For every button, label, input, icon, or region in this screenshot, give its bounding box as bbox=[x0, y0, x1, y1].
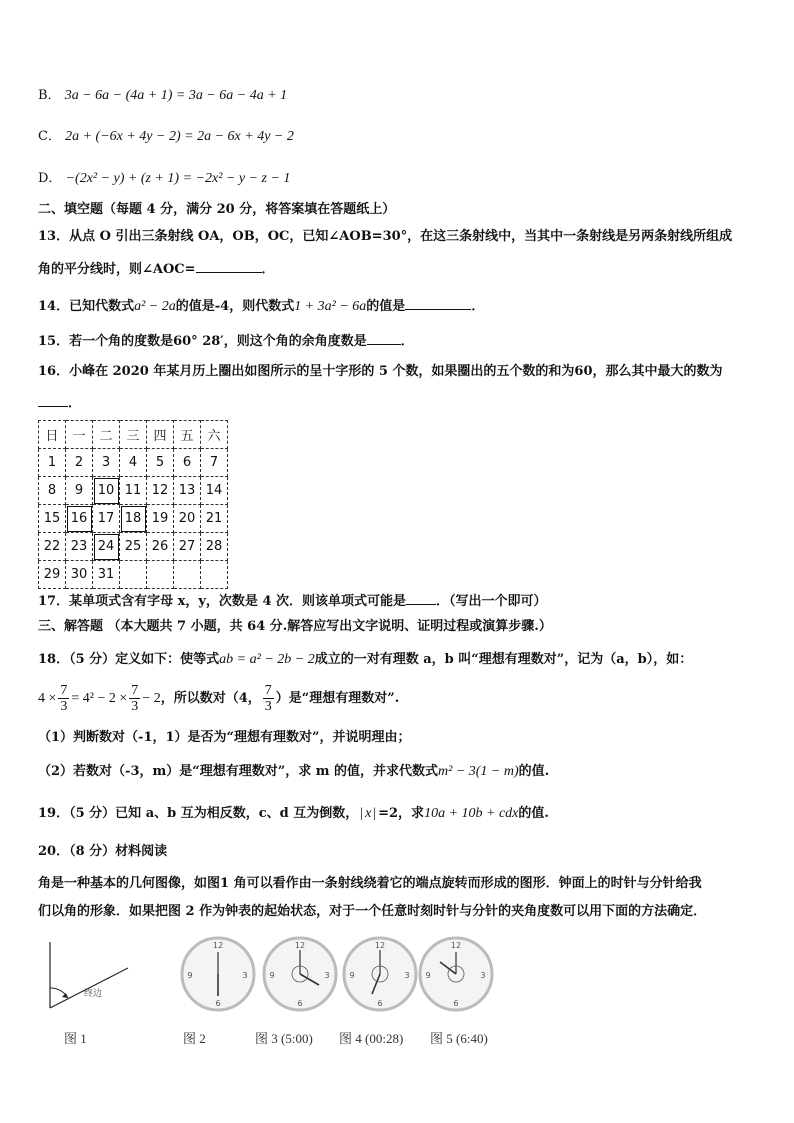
clock-number: 12 bbox=[294, 941, 306, 950]
q14-post: 的值是 bbox=[366, 299, 406, 314]
clock-face bbox=[344, 938, 416, 1010]
clock-face bbox=[420, 938, 492, 1010]
fig1-label: 终边 bbox=[84, 989, 103, 999]
clock-number: 6 bbox=[453, 999, 459, 1008]
calendar-day: 19 bbox=[147, 505, 174, 533]
calendar-weekday: 二 bbox=[93, 421, 120, 449]
clock-number: 9 bbox=[187, 971, 193, 980]
fig1-angle bbox=[50, 942, 128, 1008]
calendar-day: 4 bbox=[120, 449, 147, 477]
calendar-day: 15 bbox=[39, 505, 66, 533]
q18-part2 bbox=[38, 763, 549, 781]
frac1-numerator: 7 bbox=[60, 683, 68, 698]
calendar-day: 24 bbox=[93, 533, 120, 561]
q15-end: ． bbox=[400, 334, 414, 349]
calendar-day bbox=[120, 561, 147, 589]
q15-text: 15．若一个角的度数是60° 28′，则这个角的余角度数是 bbox=[38, 334, 367, 349]
calendar-day: 12 bbox=[147, 477, 174, 505]
q20-line2: 们以角的形象．如果把图 2 作为钟表的起始状态，对于一个任意时刻时针与分针的夹角度数可以用下面的方法确定． bbox=[38, 904, 707, 919]
calendar-weekday: 四 bbox=[147, 421, 174, 449]
calendar-day: 6 bbox=[174, 449, 201, 477]
q18-ex-post1: ，所以数对（4， bbox=[160, 691, 261, 706]
q19-mid: =2，求 bbox=[378, 806, 425, 821]
calendar-day: 16 bbox=[66, 505, 93, 533]
q18-ex-b: = 4² − 2 × bbox=[71, 691, 128, 706]
frac2-denominator: 3 bbox=[131, 699, 139, 714]
q16-line2 bbox=[38, 394, 81, 413]
calendar-row bbox=[39, 533, 228, 561]
q19-abs-var: x bbox=[365, 806, 372, 821]
calendar-day: 1 bbox=[39, 449, 66, 477]
clock-number: 9 bbox=[425, 971, 431, 980]
clock-number: 12 bbox=[450, 941, 462, 950]
q18-ex-a: 4 × bbox=[38, 691, 57, 706]
clock-face bbox=[182, 938, 254, 1010]
option-c-label: C． bbox=[38, 129, 61, 144]
q20-title: 20．（8 分）材料阅读 bbox=[38, 844, 168, 859]
q18-post: 成立的一对有理数 a，b 叫“理想有理数对”，记为（a，b），如： bbox=[314, 652, 693, 667]
q14-mid: 的值是-4，则代数式 bbox=[175, 299, 295, 314]
calendar-weekday: 三 bbox=[120, 421, 147, 449]
q16-end: ． bbox=[68, 396, 82, 411]
clock-number: 6 bbox=[215, 999, 221, 1008]
frac3-numerator: 7 bbox=[264, 683, 272, 698]
q18-ex-c: − 2 bbox=[142, 691, 161, 706]
q13-text: 角的平分线时，则∠AOC= bbox=[38, 262, 196, 277]
calendar-day: 20 bbox=[174, 505, 201, 533]
q13-line2 bbox=[38, 260, 275, 279]
q19 bbox=[38, 805, 549, 823]
calendar-day: 10 bbox=[93, 477, 120, 505]
calendar-day: 8 bbox=[39, 477, 66, 505]
option-d-expr: −(2x² − y) + (z + 1) = −2x² − y − z − 1 bbox=[65, 171, 291, 186]
section3-heading: 三、解答题 （本大题共 7 小题，共 64 分.解答应写出文字说明、证明过程或演算步骤.） bbox=[38, 619, 552, 634]
calendar-day: 9 bbox=[66, 477, 93, 505]
calendar-day: 22 bbox=[39, 533, 66, 561]
clock-number: 9 bbox=[349, 971, 355, 980]
q13-answer-blank bbox=[196, 260, 262, 273]
calendar-table bbox=[38, 420, 228, 589]
option-d-label: D． bbox=[38, 171, 62, 186]
q15 bbox=[38, 332, 414, 351]
q18-ex-post2: ）是“理想有理数对”. bbox=[275, 691, 400, 706]
q17 bbox=[38, 592, 547, 611]
option-c bbox=[38, 128, 294, 146]
q18-frac3 bbox=[263, 683, 274, 714]
q16-answer-blank bbox=[38, 394, 68, 407]
figures-svg bbox=[38, 930, 518, 1025]
calendar-row bbox=[39, 561, 228, 589]
calendar-day: 18 bbox=[120, 505, 147, 533]
figure-caption: 图 4 (00:28) bbox=[339, 1031, 404, 1046]
calendar-day: 17 bbox=[93, 505, 120, 533]
clock-number: 6 bbox=[297, 999, 303, 1008]
q18-p2-post: 的值. bbox=[518, 764, 550, 779]
calendar-day: 5 bbox=[147, 449, 174, 477]
calendar-day: 27 bbox=[174, 533, 201, 561]
calendar-day: 29 bbox=[39, 561, 66, 589]
option-b-expr: 3a − 6a − (4a + 1) = 3a − 6a − 4a + 1 bbox=[64, 88, 288, 103]
calendar-weekday: 日 bbox=[39, 421, 66, 449]
figure-caption: 图 2 bbox=[183, 1031, 206, 1046]
q18-p2-pre: （2）若数对（-3，m）是“理想有理数对”，求 m 的值，并求代数式 bbox=[38, 764, 439, 779]
calendar-day: 21 bbox=[201, 505, 228, 533]
q18-equation: ab = a² − 2b − 2 bbox=[219, 652, 315, 667]
calendar-day bbox=[147, 561, 174, 589]
calendar-day: 13 bbox=[174, 477, 201, 505]
calendar-header-row bbox=[39, 421, 228, 449]
clock-number: 3 bbox=[324, 971, 330, 980]
q19-post: 的值. bbox=[518, 806, 549, 821]
q14 bbox=[38, 297, 484, 316]
q13-end: ． bbox=[261, 262, 275, 277]
calendar-day: 7 bbox=[201, 449, 228, 477]
q20-line1: 角是一种基本的几何图像，如图1 角可以看作由一条射线绕着它的端点旋转而形成的图形．钟面上的时针与分针给我 bbox=[38, 876, 702, 891]
clock-number: 6 bbox=[377, 999, 383, 1008]
clock-number: 12 bbox=[212, 941, 224, 950]
section2-heading: 二、填空题（每题 4 分，满分 20 分，将答案填在答题纸上） bbox=[38, 202, 396, 217]
calendar-day: 14 bbox=[201, 477, 228, 505]
calendar-weekday: 五 bbox=[174, 421, 201, 449]
q15-answer-blank bbox=[367, 332, 401, 345]
q14-expr1: a² − 2a bbox=[134, 299, 176, 314]
q18-frac1 bbox=[58, 683, 69, 714]
figure-caption: 图 5 (6:40) bbox=[430, 1031, 488, 1046]
q14-pre: 14．已知代数式 bbox=[38, 299, 135, 314]
frac3-denominator: 3 bbox=[264, 699, 272, 714]
q17-answer-blank bbox=[406, 592, 436, 605]
frac1-denominator: 3 bbox=[60, 699, 68, 714]
calendar-day: 25 bbox=[120, 533, 147, 561]
clock-face bbox=[264, 938, 336, 1010]
calendar-day bbox=[174, 561, 201, 589]
calendar-day: 23 bbox=[66, 533, 93, 561]
q18-example bbox=[38, 682, 399, 716]
q19-expr: 10a + 10b + cdx bbox=[424, 806, 519, 821]
option-b bbox=[38, 87, 287, 105]
q14-end: ． bbox=[471, 299, 485, 314]
option-c-expr: 2a + (−6x + 4y − 2) = 2a − 6x + 4y − 2 bbox=[65, 129, 294, 144]
clock-number: 3 bbox=[242, 971, 248, 980]
q17-end: ．（写出一个即可） bbox=[436, 594, 547, 609]
calendar-day: 11 bbox=[120, 477, 147, 505]
option-b-label: B． bbox=[38, 88, 61, 103]
figure-caption: 图 3 (5:00) bbox=[255, 1031, 313, 1046]
clock-number: 12 bbox=[374, 941, 386, 950]
calendar-weekday: 六 bbox=[201, 421, 228, 449]
q18-line1 bbox=[38, 651, 692, 669]
calendar-day: 28 bbox=[201, 533, 228, 561]
q14-answer-blank bbox=[405, 297, 471, 310]
q18-part1: （1）判断数对（-1，1）是否为“理想有理数对”，并说明理由； bbox=[38, 730, 411, 745]
calendar-day bbox=[201, 561, 228, 589]
option-d bbox=[38, 170, 290, 188]
q18-frac2 bbox=[129, 683, 140, 714]
q13-line1: 13．从点 O 引出三条射线 OA，OB，OC，已知∠AOB=30°，在这三条射线中，当其中一条射线是另两条射线所组成 bbox=[38, 229, 733, 244]
calendar-day: 26 bbox=[147, 533, 174, 561]
calendar-row bbox=[39, 505, 228, 533]
q18-p2-expr: m² − 3(1 − m) bbox=[438, 764, 519, 779]
calendar-day: 2 bbox=[66, 449, 93, 477]
clock-number: 3 bbox=[404, 971, 410, 980]
q16-line1: 16．小峰在 2020 年某月历上圈出如图所示的呈十字形的 5 个数，如果圈出的五个数的和为60，那么其中最大的数为 bbox=[38, 364, 723, 379]
frac2-numerator: 7 bbox=[131, 683, 139, 698]
calendar-day: 31 bbox=[93, 561, 120, 589]
calendar-day: 30 bbox=[66, 561, 93, 589]
q19-abs: | x | bbox=[360, 806, 377, 821]
q19-pre: 19．（5 分）已知 a、b 互为相反数，c、d 互为倒数， bbox=[38, 806, 359, 821]
calendar-row bbox=[39, 449, 228, 477]
q18-pre: 18．（5 分）定义如下：使等式 bbox=[38, 652, 220, 667]
clock-number: 9 bbox=[269, 971, 275, 980]
clock-number: 3 bbox=[480, 971, 486, 980]
figure-caption: 图 1 bbox=[64, 1031, 87, 1046]
calendar-weekday: 一 bbox=[66, 421, 93, 449]
q14-expr2: 1 + 3a² − 6a bbox=[294, 299, 367, 314]
calendar-day: 3 bbox=[93, 449, 120, 477]
q17-text: 17．某单项式含有字母 x，y，次数是 4 次．则该单项式可能是 bbox=[38, 594, 407, 609]
calendar-row bbox=[39, 477, 228, 505]
